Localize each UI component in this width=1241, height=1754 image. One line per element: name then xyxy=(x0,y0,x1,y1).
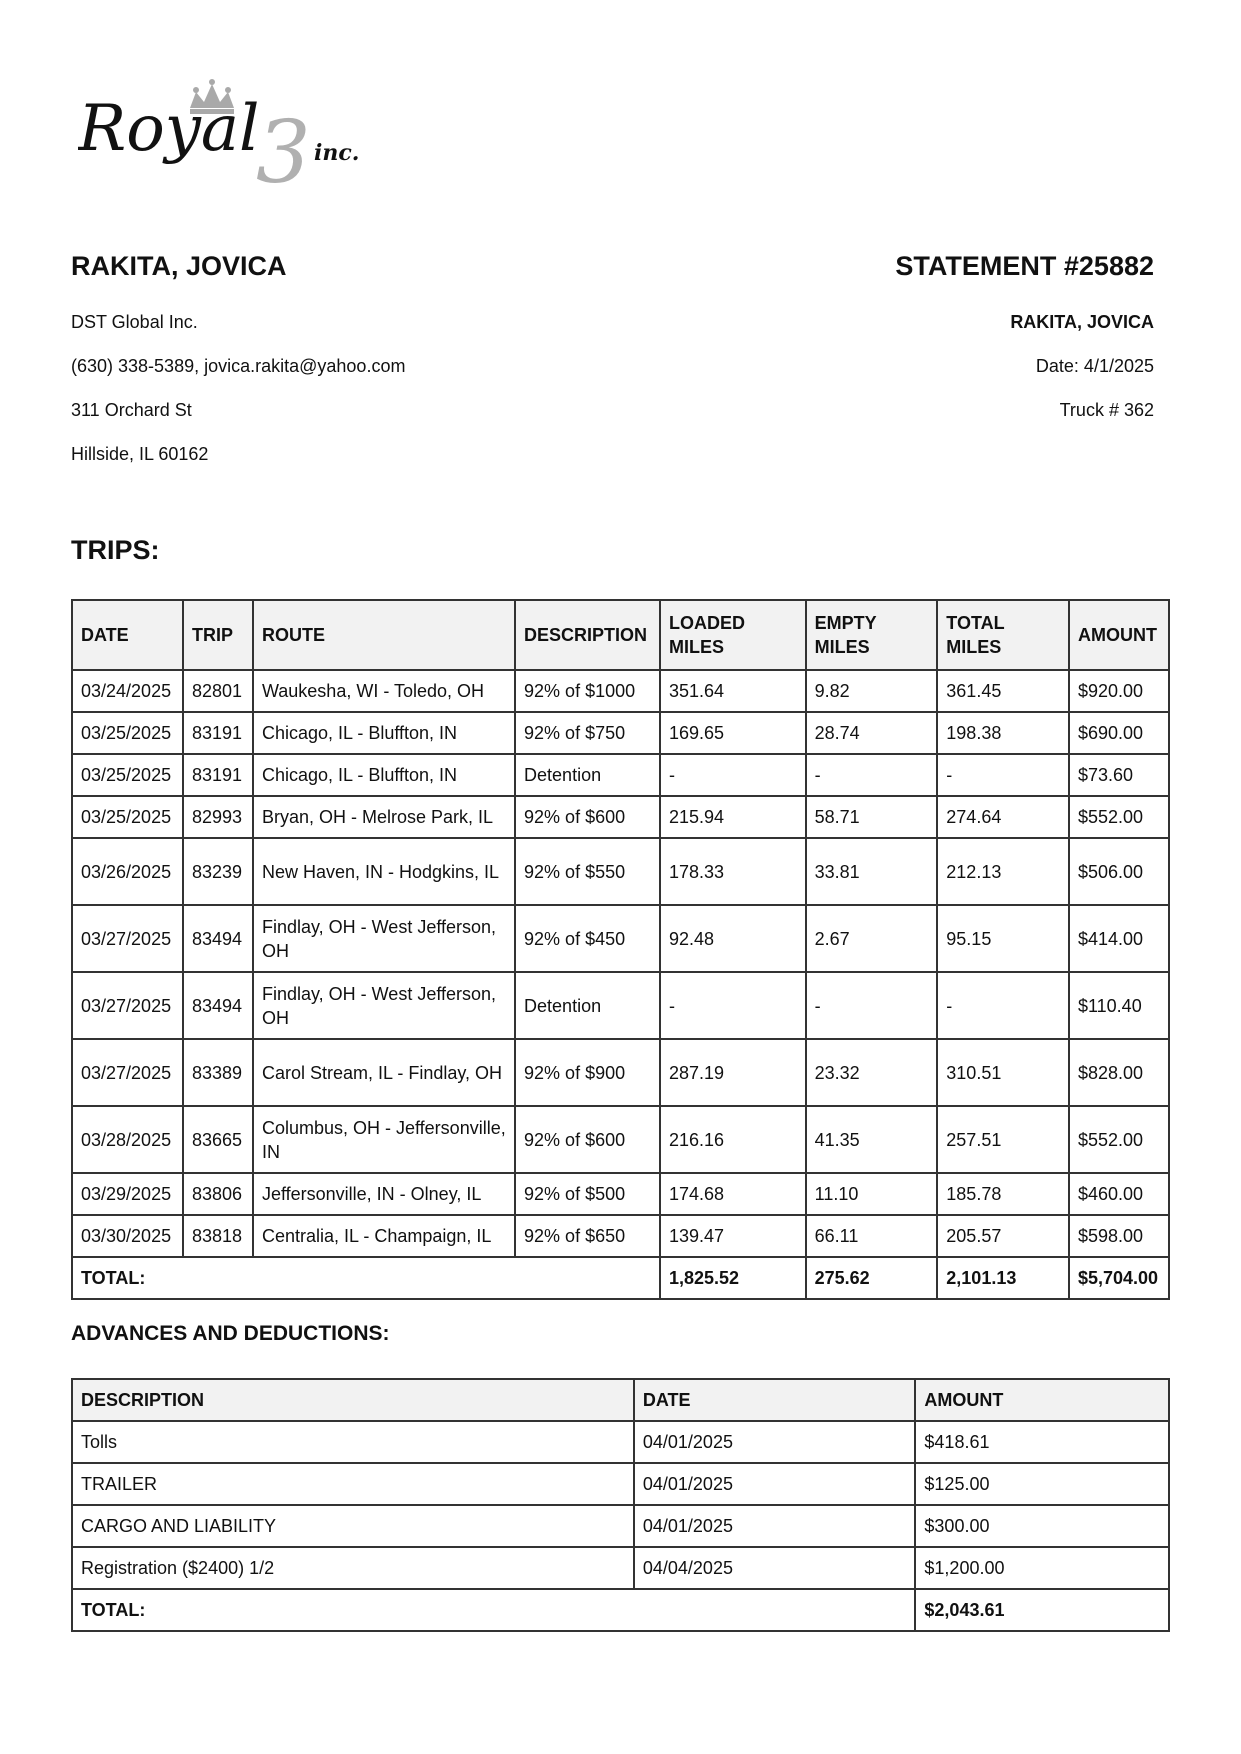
cell-date: 03/27/2025 xyxy=(72,1039,183,1106)
cell-route: Centralia, IL - Champaign, IL xyxy=(253,1215,515,1257)
col-trip: TRIP xyxy=(183,600,253,670)
cell-empty-miles: 33.81 xyxy=(806,838,938,905)
city-state-zip: Hillside, IL 60162 xyxy=(71,444,209,464)
cell-description: 92% of $1000 xyxy=(515,670,660,712)
cell-total-miles: 310.51 xyxy=(937,1039,1069,1106)
col-amount: AMOUNT xyxy=(915,1379,1169,1421)
cell-amount: $552.00 xyxy=(1069,796,1169,838)
logo-suffix: inc. xyxy=(314,140,360,166)
cell-amount: $552.00 xyxy=(1069,1106,1169,1173)
col-total-miles: TOTAL MILES xyxy=(937,600,1069,670)
cell-empty-miles: 11.10 xyxy=(806,1173,938,1215)
cell-description: Detention xyxy=(515,972,660,1039)
advances-title: ADVANCES AND DEDUCTIONS: xyxy=(71,1322,390,1345)
cell-description: 92% of $600 xyxy=(515,796,660,838)
logo-wordmark: Royal xyxy=(78,92,260,166)
cell-total-miles: 198.38 xyxy=(937,712,1069,754)
total-amount: $5,704.00 xyxy=(1069,1257,1169,1299)
cell-route: Chicago, IL - Bluffton, IN xyxy=(253,712,515,754)
cell-route: Findlay, OH - West Jefferson, OH xyxy=(253,972,515,1039)
table-row xyxy=(72,1106,1169,1173)
table-row xyxy=(72,1173,1169,1215)
cell-route: Findlay, OH - West Jefferson, OH xyxy=(253,905,515,972)
table-row xyxy=(72,712,1169,754)
trips-title: TRIPS: xyxy=(71,535,160,565)
cell-amount: $460.00 xyxy=(1069,1173,1169,1215)
cell-amount: $125.00 xyxy=(915,1463,1169,1505)
party-name: RAKITA, JOVICA xyxy=(71,251,287,281)
cell-amount: $690.00 xyxy=(1069,712,1169,754)
cell-total-miles: 205.57 xyxy=(937,1215,1069,1257)
cell-amount: $598.00 xyxy=(1069,1215,1169,1257)
trips-table xyxy=(71,599,1170,1300)
cell-trip: 83494 xyxy=(183,972,253,1039)
cell-amount: $414.00 xyxy=(1069,905,1169,972)
cell-empty-miles: 66.11 xyxy=(806,1215,938,1257)
cell-date: 03/25/2025 xyxy=(72,712,183,754)
cell-loaded-miles: 215.94 xyxy=(660,796,806,838)
cell-loaded-miles: 92.48 xyxy=(660,905,806,972)
cell-date: 03/25/2025 xyxy=(72,796,183,838)
trips-header-row xyxy=(72,600,1169,670)
cell-loaded-miles: 178.33 xyxy=(660,838,806,905)
cell-description: Tolls xyxy=(72,1421,634,1463)
table-row xyxy=(72,670,1169,712)
cell-date: 04/01/2025 xyxy=(634,1421,916,1463)
cell-amount: $506.00 xyxy=(1069,838,1169,905)
total-miles: 2,101.13 xyxy=(937,1257,1069,1299)
cell-trip: 83239 xyxy=(183,838,253,905)
total-label: TOTAL: xyxy=(72,1257,660,1299)
cell-amount: $110.40 xyxy=(1069,972,1169,1039)
cell-route: Bryan, OH - Melrose Park, IL xyxy=(253,796,515,838)
party-details xyxy=(71,311,405,487)
table-row xyxy=(72,905,1169,972)
cell-description: Detention xyxy=(515,754,660,796)
cell-description: 92% of $750 xyxy=(515,712,660,754)
cell-amount: $1,200.00 xyxy=(915,1547,1169,1589)
cell-description: 92% of $550 xyxy=(515,838,660,905)
cell-trip: 83665 xyxy=(183,1106,253,1173)
cell-loaded-miles: 139.47 xyxy=(660,1215,806,1257)
cell-empty-miles: 28.74 xyxy=(806,712,938,754)
cell-description: 92% of $450 xyxy=(515,905,660,972)
cell-loaded-miles: - xyxy=(660,754,806,796)
table-row xyxy=(72,796,1169,838)
cell-empty-miles: - xyxy=(806,754,938,796)
truck-number: Truck # 362 xyxy=(1059,400,1154,420)
total-empty-miles: 275.62 xyxy=(806,1257,938,1299)
cell-loaded-miles: 287.19 xyxy=(660,1039,806,1106)
cell-route: Columbus, OH - Jeffersonville, IN xyxy=(253,1106,515,1173)
street-address: 311 Orchard St xyxy=(71,400,192,420)
table-row xyxy=(72,1039,1169,1106)
cell-trip: 83818 xyxy=(183,1215,253,1257)
cell-route: New Haven, IN - Hodgkins, IL xyxy=(253,838,515,905)
cell-date: 04/01/2025 xyxy=(634,1463,916,1505)
cell-empty-miles: - xyxy=(806,972,938,1039)
cell-total-miles: 95.15 xyxy=(937,905,1069,972)
cell-amount: $418.61 xyxy=(915,1421,1169,1463)
advances-table xyxy=(71,1378,1170,1632)
cell-total-miles: - xyxy=(937,754,1069,796)
cell-date: 03/30/2025 xyxy=(72,1215,183,1257)
col-date: DATE xyxy=(634,1379,916,1421)
cell-route: Jeffersonville, IN - Olney, IL xyxy=(253,1173,515,1215)
cell-description: 92% of $650 xyxy=(515,1215,660,1257)
cell-date: 03/25/2025 xyxy=(72,754,183,796)
trips-total-row xyxy=(72,1257,1169,1299)
cell-empty-miles: 2.67 xyxy=(806,905,938,972)
logo-numeral: 3 xyxy=(256,103,311,190)
cell-trip: 83191 xyxy=(183,754,253,796)
col-loaded-miles: LOADED MILES xyxy=(660,600,806,670)
cell-total-miles: 361.45 xyxy=(937,670,1069,712)
cell-amount: $920.00 xyxy=(1069,670,1169,712)
cell-date: 03/26/2025 xyxy=(72,838,183,905)
col-description: DESCRIPTION xyxy=(72,1379,634,1421)
cell-date: 04/01/2025 xyxy=(634,1505,916,1547)
cell-total-miles: 212.13 xyxy=(937,838,1069,905)
cell-date: 03/29/2025 xyxy=(72,1173,183,1215)
cell-total-miles: 274.64 xyxy=(937,796,1069,838)
cell-description: CARGO AND LIABILITY xyxy=(72,1505,634,1547)
cell-date: 03/24/2025 xyxy=(72,670,183,712)
cell-description: 92% of $900 xyxy=(515,1039,660,1106)
cell-amount: $828.00 xyxy=(1069,1039,1169,1106)
cell-route: Chicago, IL - Bluffton, IN xyxy=(253,754,515,796)
table-row xyxy=(72,1463,1169,1505)
cell-description: TRAILER xyxy=(72,1463,634,1505)
cell-description: 92% of $500 xyxy=(515,1173,660,1215)
cell-route: Carol Stream, IL - Findlay, OH xyxy=(253,1039,515,1106)
table-row xyxy=(72,972,1169,1039)
cell-description: Registration ($2400) 1/2 xyxy=(72,1547,634,1589)
cell-loaded-miles: - xyxy=(660,972,806,1039)
cell-empty-miles: 41.35 xyxy=(806,1106,938,1173)
cell-route: Waukesha, WI - Toledo, OH xyxy=(253,670,515,712)
cell-description: 92% of $600 xyxy=(515,1106,660,1173)
cell-date: 03/27/2025 xyxy=(72,905,183,972)
cell-loaded-miles: 351.64 xyxy=(660,670,806,712)
total-amount: $2,043.61 xyxy=(915,1589,1169,1631)
cell-trip: 83494 xyxy=(183,905,253,972)
col-description: DESCRIPTION xyxy=(515,600,660,670)
cell-trip: 83389 xyxy=(183,1039,253,1106)
cell-loaded-miles: 216.16 xyxy=(660,1106,806,1173)
cell-total-miles: - xyxy=(937,972,1069,1039)
statement-party-name: RAKITA, JOVICA xyxy=(1010,312,1154,332)
cell-trip: 83191 xyxy=(183,712,253,754)
table-row xyxy=(72,1215,1169,1257)
cell-empty-miles: 58.71 xyxy=(806,796,938,838)
cell-empty-miles: 23.32 xyxy=(806,1039,938,1106)
table-row xyxy=(72,1505,1169,1547)
cell-loaded-miles: 174.68 xyxy=(660,1173,806,1215)
cell-loaded-miles: 169.65 xyxy=(660,712,806,754)
cell-trip: 82993 xyxy=(183,796,253,838)
statement-details xyxy=(1010,311,1154,443)
table-row xyxy=(72,1421,1169,1463)
col-route: ROUTE xyxy=(253,600,515,670)
cell-trip: 83806 xyxy=(183,1173,253,1215)
total-label: TOTAL: xyxy=(72,1589,915,1631)
cell-date: 03/27/2025 xyxy=(72,972,183,1039)
statement-title: STATEMENT #25882 xyxy=(895,251,1154,281)
cell-date: 03/28/2025 xyxy=(72,1106,183,1173)
cell-amount: $73.60 xyxy=(1069,754,1169,796)
company-name: DST Global Inc. xyxy=(71,312,198,332)
col-empty-miles: EMPTY MILES xyxy=(806,600,938,670)
company-logo xyxy=(78,78,388,190)
statement-date: Date: 4/1/2025 xyxy=(1035,356,1154,376)
cell-date: 04/04/2025 xyxy=(634,1547,916,1589)
table-row xyxy=(72,754,1169,796)
col-date: DATE xyxy=(72,600,183,670)
col-amount: AMOUNT xyxy=(1069,600,1169,670)
cell-trip: 82801 xyxy=(183,670,253,712)
advances-header-row xyxy=(72,1379,1169,1421)
cell-total-miles: 185.78 xyxy=(937,1173,1069,1215)
cell-empty-miles: 9.82 xyxy=(806,670,938,712)
cell-total-miles: 257.51 xyxy=(937,1106,1069,1173)
table-row xyxy=(72,838,1169,905)
table-row xyxy=(72,1547,1169,1589)
contact-line: (630) 338-5389, jovica.rakita@yahoo.com xyxy=(71,356,406,376)
cell-amount: $300.00 xyxy=(915,1505,1169,1547)
advances-total-row xyxy=(72,1589,1169,1631)
total-loaded-miles: 1,825.52 xyxy=(660,1257,806,1299)
